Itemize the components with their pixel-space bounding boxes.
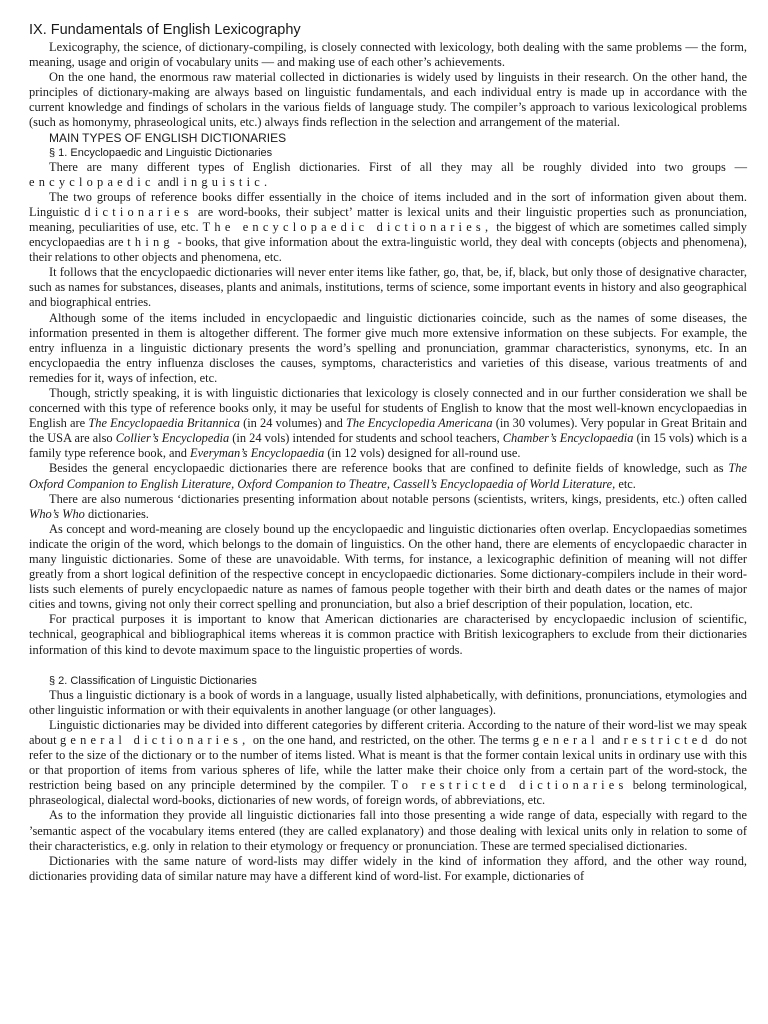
spaced-term-dictionaries: dictionaries [84,204,193,219]
spaced-term-thing: thing [127,235,174,250]
title-whos-who: Who’s Who [29,506,85,521]
text-run: do not refer to the size of the dictionary or to the number of items listed. What is meant is that the former contain lexical units in ordinary use with this or that proportion of items from various spheres of life, while the latter make their choice only from a certain part of the word-stock, the restriction being based on any principle determined by the compiler. [29,732,747,793]
text-run: There are many different types of English dictionaries. First of all they may all be roughly divided into two groups — [49,159,747,174]
text-run: on the one hand, and restricted, on the other. The terms [249,732,533,747]
spaced-term-encyclopaedic-dictionaries: The encyclopaedic dictionaries, [202,219,493,234]
text-run: - books, that give information about the extra-linguistic world, they deal with concepts (objects and phenomena), their relations to other objects and phenomena, etc. [29,235,747,265]
paragraph-definite-fields [29,461,747,491]
paragraph-encyclopaedias [29,386,747,461]
title-everymans: Everyman’s Encyclopaedia [190,446,325,461]
paragraph-information: As to the information they provide all linguistic dictionaries fall into those presenting a wide range of data, especially with regard to the ’semantic aspect of the vocabulary items entered (they are called explanatory) and those dealing with lexical units only in relation to some of their characteristics, e.g. only in relation to their etymology or frequency or pronunciation. These are termed specialised dictionaries. [29,808,747,853]
section-spacer [29,658,747,674]
text-run: (in 15 vols) which is a family type reference book, and [29,431,747,461]
text-run: dictionaries. [84,506,149,521]
text-run: There are also numerous ‘dictionaries presenting information about notable persons (scientists, writers, kings, presidents, etc.) often called [49,491,747,506]
text-run: and [154,174,176,189]
text-run: are word-books, their subject’ matter is lexical units and their linguistic properties such as pronunciation, meaning, peculiarities of use, etc. [29,204,747,234]
section-1-title: § 1. Encyclopaedic and Linguistic Dictionaries [49,146,273,159]
paragraph-types [29,160,747,190]
text-run: Linguistic dictionaries may be divided into different categories by different criteria. According to the nature of their word-list we may speak about [29,717,747,747]
text-run: and [598,732,624,747]
paragraph-definition: Thus a linguistic dictionary is a book of words in a language, usually listed alphabetically, with definitions, pronunciations, etymologies and other linguistic information or with their equivalents in another language (or other languages). [29,687,747,717]
text-run: belong terminological, phraseological, dialectal word-books, dictionaries of new words, of foreign words, of abbreviations, etc. [29,778,748,808]
paragraph-designative: It follows that the encyclopaedic dictionaries will never enter items like father, go, that, be, if, black, but only those of designative character, such as names for substances, diseases, plants and animals, institutions, terms of science, some important events in history and also geographical and biographical entries. [29,265,747,310]
spaced-term-to-restricted-dictionaries: To restricted dictionaries [390,778,628,793]
chapter-title: IX. Fundamentals of English Lexicography [29,22,301,38]
paragraph-intro-1: Lexicography, the science, of dictionary-compiling, is closely connected with lexicology, both dealing with the same problems — the form, meaning, usage and origin of vocabulary units — and making use of each other’s achievements. [29,40,747,70]
paragraph-word-lists: Dictionaries with the same nature of word-lists may differ widely in the kind of information they afford, and the other way round, dictionaries providing data of similar nature may have a different kind of word-list. For example, dictionaries of [29,853,747,883]
document-page [29,22,747,884]
spaced-term-general: general [532,732,599,747]
text-run: (in 24 volumes) and [239,416,346,431]
paragraph-influenza: Although some of the items included in encyclopaedic and linguistic dictionaries coincide, such as the names of some diseases, the information presented in them is altogether different. The former give much more extensive information on these subjects. For example, the entry influenza in a linguistic dictionary presents the word’s spelling and pronunciation, grammar characteristics, synonyms, etc. In an encyclopaedia the entry influenza discloses the causes, symptoms, characteristics and varieties of this disease, various treatments of and remedies for it, ways of infection, etc. [29,310,747,385]
paragraph-notable-persons [29,492,747,522]
title-colliers: Collier’s Encyclopedia [115,431,230,446]
paragraph-criteria [29,718,747,809]
spaced-term-restricted: restricted [623,732,712,747]
text-run: Besides the general encyclopaedic dictionaries there are reference books that are confined to definite fields of knowledge, such as [49,461,729,476]
spaced-term-encyclopaedic: encyclopaedic [29,174,155,189]
text-run: (in 30 volumes). Very popular in Great Britain and the USA are also [29,416,747,446]
text-run: The two groups of reference books differ essentially in the choice of items included and in the sort of information given about them. Linguistic [29,189,747,219]
text-run: Though, strictly speaking, it is with linguistic dictionaries that lexicology is closely connected and in our further consideration we shall be concerned with this type of reference books only, it may be useful for students of English to know that the most well-known encyclopaedias in English are [29,385,747,431]
section-2-title: § 2. Classification of Linguistic Dictionaries [49,674,257,687]
spaced-term-general-dictionaries: general dictionaries, [60,732,250,747]
title-americana: The Encyclopedia Americana [346,416,493,431]
paragraph-intro-2: On the one hand, the enormous raw material collected in dictionaries is widely used by linguists in their research. On the other hand, the principles of dictionary-making are always based on linguistic fundamentals, and each individual entry is made up in accordance with the current knowledge and findings of scholars in the various fields of language study. The compiler’s approach to various lexicological problems (such as homonymy, phraseological units, etc.) always finds reflection in the selection and arrangement of the material. [29,70,747,130]
text-run: etc. [615,476,636,491]
main-heading: MAIN TYPES OF ENGLISH DICTIONARIES [49,130,287,145]
spaced-term-linguistic: linguistic. [175,174,272,189]
paragraph-overlap: As concept and word-meaning are closely bound up the encyclopaedic and linguistic dictionaries often overlap. Encyclopaedias sometimes indicate the origin of the word, which belongs to the domain of linguistics. On the other hand, there are elements of encyclopaedic character in many linguistic dictionaries. Some of these are unavoidable. With terms, for instance, a lexicographic definition of meaning will not differ greatly from a short logical definition of the respective concept in encyclopaedic dictionaries. Some dictionary-compilers include in their word-lists such elements of purely encyclopaedic nature as names of famous people together with their birth and death dates or the names of major cities and towns, giving not only their correct spelling and pronunciation, but also a brief description of their population, location, etc. [29,521,747,612]
text-run: (in 24 vols) intended for students and school teachers, [229,431,503,446]
title-chambers: Chamber’s Encyclopaedia [502,431,634,446]
title-britannica: The Encyclopaedia Britannica [88,416,240,431]
paragraph-practical: For practical purposes it is important to know that American dictionaries are characterised by encyclopaedic inclusion of scientific, technical, geographical and bibliographical items whereas it is common practice with British lexicographers to exclude from their dictionaries information of this kind to devote maximum space to the linguistic properties of words. [29,612,747,657]
title-oxford-companions: The Oxford Companion to English Literature, Oxford Companion to Theatre, Cassell’s Encyclopaedia of World Literature, [29,461,747,491]
text-run: the biggest of which are sometimes called simply encyclopaedias are [29,219,747,250]
text-run: (in 12 vols) designed for all-round use. [324,446,521,461]
paragraph-two-groups [29,190,747,265]
